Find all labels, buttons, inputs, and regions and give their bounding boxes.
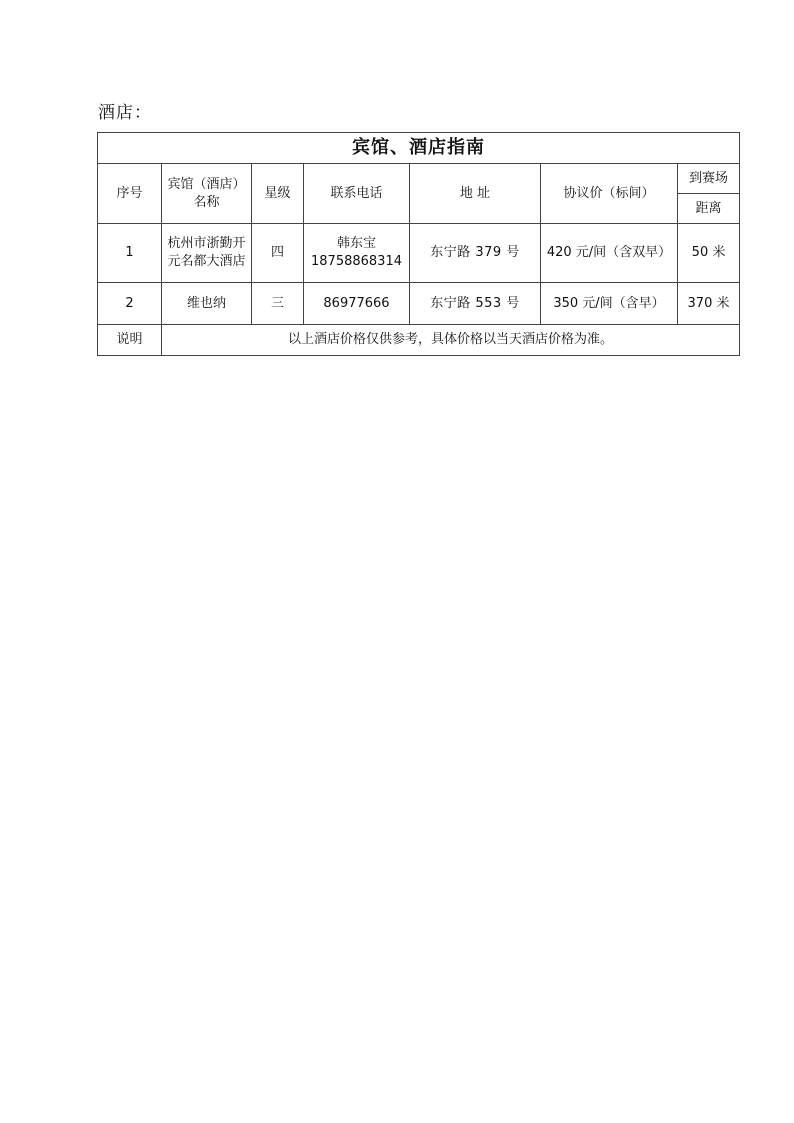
section-label: 酒店： [98, 103, 152, 123]
row-phone-number: 18758868314 [311, 254, 402, 269]
row-address: 东宁路 553 号 [410, 283, 541, 325]
header-phone: 联系电话 [304, 164, 410, 224]
table-row [98, 283, 740, 325]
table-row [98, 224, 740, 283]
row-address: 东宁路 379 号 [410, 224, 541, 283]
header-index: 序号 [98, 164, 162, 224]
row-phone [304, 224, 410, 283]
row-hotel-name: 维也纳 [162, 283, 252, 325]
header-address: 地 址 [410, 164, 541, 224]
table-title: 宾馆、酒店指南 [98, 133, 740, 164]
row-contact-name: 韩东宝 [336, 236, 376, 251]
row-distance: 50 米 [678, 224, 740, 283]
row-price: 350 元/间（含早） [541, 283, 678, 325]
row-phone-number: 86977666 [304, 283, 410, 325]
row-hotel-name: 杭州市浙勤开元名都大酒店 [162, 224, 252, 283]
note-text: 以上酒店价格仅供参考，具体价格以当天酒店价格为准。 [162, 325, 740, 356]
note-label: 说明 [98, 325, 162, 356]
hotel-guide-table [97, 132, 740, 356]
header-distance-bottom: 距离 [678, 194, 740, 224]
header-name: 宾馆（酒店）名称 [162, 164, 252, 224]
header-distance-top: 到赛场 [678, 164, 740, 194]
row-index: 1 [98, 224, 162, 283]
header-price: 协议价（标间） [541, 164, 678, 224]
row-index: 2 [98, 283, 162, 325]
row-price: 420 元/间（含双早） [541, 224, 678, 283]
row-stars: 三 [252, 283, 304, 325]
row-distance: 370 米 [678, 283, 740, 325]
header-stars: 星级 [252, 164, 304, 224]
row-stars: 四 [252, 224, 304, 283]
